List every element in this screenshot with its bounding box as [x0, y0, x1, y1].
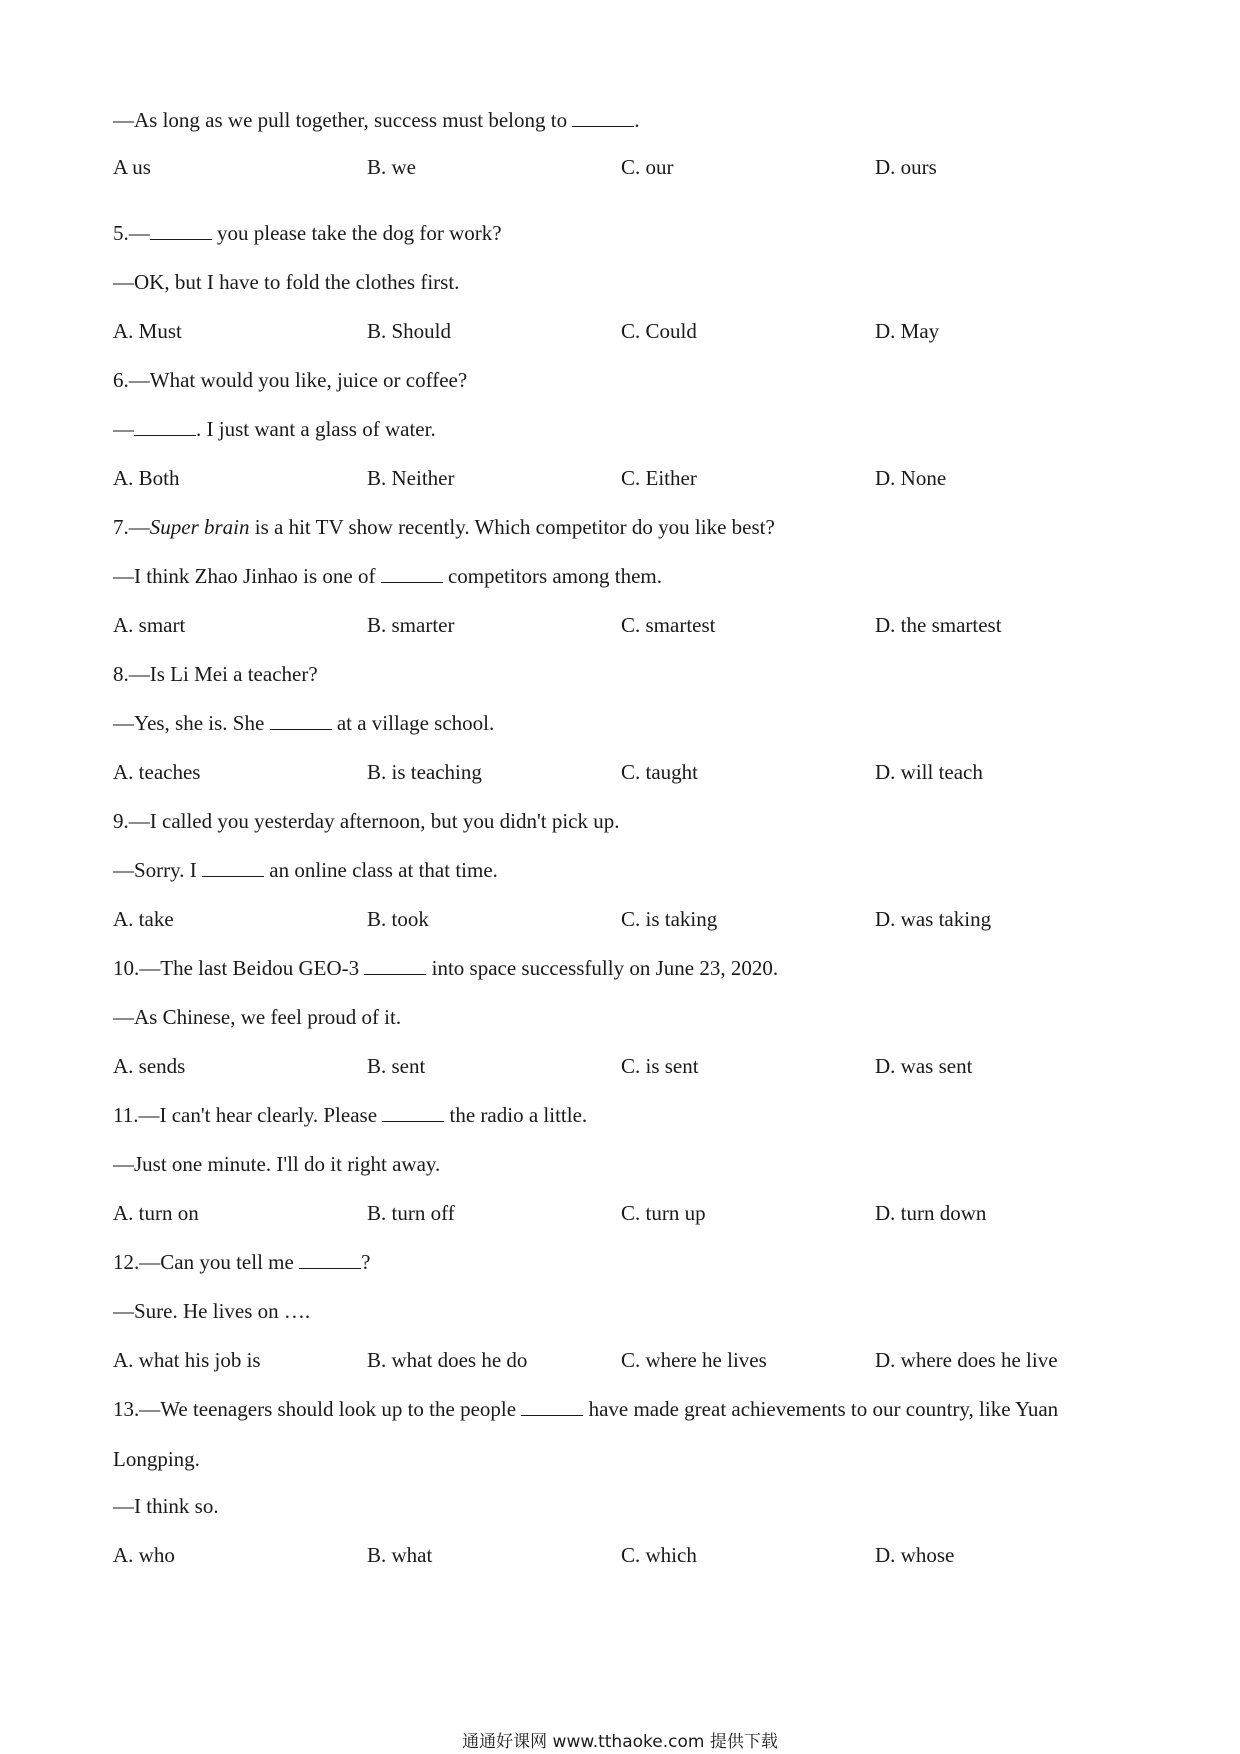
q8-answer-start: —Yes, she is. She: [113, 711, 270, 735]
q13-option-a: A. who: [113, 1543, 175, 1567]
q8-option-d: D. will teach: [875, 760, 983, 784]
q4-answer: [113, 108, 640, 132]
q8-answer-end: at a village school.: [331, 711, 495, 735]
q10-question-start: 10.—The last Beidou GEO-3: [113, 956, 365, 980]
q7-options: [113, 613, 1133, 637]
q10-options: [113, 1054, 1133, 1078]
q4-option-b: B. we: [367, 155, 416, 179]
q4-option-a: A us: [113, 155, 151, 179]
q6-answer: [113, 417, 436, 441]
q11-options: [113, 1201, 1133, 1225]
q9-question: 9.—I called you yesterday afternoon, but you didn't pick up.: [113, 809, 620, 833]
q12-question: [113, 1250, 370, 1274]
q5-option-a: A. Must: [113, 319, 182, 343]
q9-answer-end: an online class at that time.: [264, 858, 498, 882]
q9-option-c: C. is taking: [621, 907, 718, 931]
q4-option-c: C. our: [621, 155, 674, 179]
q5-option-d: D. May: [875, 319, 940, 343]
q12-option-b: B. what does he do: [367, 1348, 528, 1372]
answer-blank: [299, 1250, 361, 1269]
q13-options: [113, 1543, 1133, 1567]
answer-blank: [521, 1397, 583, 1416]
q7-show-title: Super brain: [149, 515, 250, 539]
q11-option-c: C. turn up: [621, 1201, 706, 1225]
q9-options: [113, 907, 1133, 931]
q9-answer: [113, 858, 498, 882]
q12-option-d: D. where does he live: [875, 1348, 1058, 1372]
q4-option-d: D. ours: [875, 155, 937, 179]
q12-question-end: ?: [361, 1250, 371, 1274]
q5-answer: —OK, but I have to fold the clothes first.: [113, 270, 460, 294]
q7-question: [113, 515, 775, 539]
q7-number: 7.—: [113, 515, 150, 539]
q13-option-d: D. whose: [875, 1543, 955, 1567]
q6-answer-end: . I just want a glass of water.: [196, 417, 436, 441]
q13-question-start: 13.—We teenagers should look up to the people: [113, 1397, 522, 1421]
answer-blank: [202, 858, 264, 877]
q6-answer-start: —: [113, 417, 134, 441]
q10-option-a: A. sends: [113, 1054, 186, 1078]
q11-question: [113, 1103, 587, 1127]
q6-option-c: C. Either: [621, 466, 697, 490]
q10-question-end: into space successfully on June 23, 2020.: [426, 956, 779, 980]
q8-answer: [113, 711, 494, 735]
answer-blank: [270, 711, 332, 730]
q6-option-d: D. None: [875, 466, 947, 490]
q8-option-c: C. taught: [621, 760, 698, 784]
q6-option-a: A. Both: [113, 466, 180, 490]
q4-options: [113, 155, 1133, 179]
q12-options: [113, 1348, 1133, 1372]
q6-question: 6.—What would you like, juice or coffee?: [113, 368, 468, 392]
q13-option-c: C. which: [621, 1543, 697, 1567]
q10-question: [113, 956, 778, 980]
q10-option-c: C. is sent: [621, 1054, 699, 1078]
q9-option-a: A. take: [113, 907, 174, 931]
page-footer: 通通好课网 www.tthaoke.com 提供下载: [462, 1732, 778, 1752]
q12-answer: —Sure. He lives on ….: [113, 1299, 311, 1323]
q13-option-b: B. what: [367, 1543, 433, 1567]
q4-answer-text: —As long as we pull together, success must belong to: [113, 108, 573, 132]
answer-blank: [572, 108, 634, 127]
q7-question-text: is a hit TV show recently. Which competitor do you like best?: [249, 515, 775, 539]
q7-option-a: A. smart: [113, 613, 186, 637]
answer-blank: [381, 564, 443, 583]
answer-blank: [150, 221, 212, 240]
q11-answer: —Just one minute. I'll do it right away.: [113, 1152, 441, 1176]
q5-question-end: you please take the dog for work?: [211, 221, 502, 245]
q13-question: [113, 1397, 1058, 1421]
answer-blank: [364, 956, 426, 975]
answer-blank: [134, 417, 196, 436]
answer-blank: [382, 1103, 444, 1122]
q9-answer-start: —Sorry. I: [113, 858, 203, 882]
q12-option-a: A. what his job is: [113, 1348, 261, 1372]
q5-option-c: C. Could: [621, 319, 697, 343]
q9-option-b: B. took: [367, 907, 429, 931]
q8-question: 8.—Is Li Mei a teacher?: [113, 662, 318, 686]
q10-option-b: B. sent: [367, 1054, 426, 1078]
q5-options: [113, 319, 1133, 343]
q11-option-b: B. turn off: [367, 1201, 455, 1225]
q13-question-end: have made great achievements to our country, like Yuan: [583, 1397, 1059, 1421]
q8-option-b: B. is teaching: [367, 760, 482, 784]
q5-option-b: B. Should: [367, 319, 452, 343]
q11-question-end: the radio a little.: [444, 1103, 588, 1127]
q7-answer-end: competitors among them.: [442, 564, 663, 588]
q6-options: [113, 466, 1133, 490]
q7-answer: [113, 564, 662, 588]
q10-option-d: D. was sent: [875, 1054, 973, 1078]
q7-answer-start: —I think Zhao Jinhao is one of: [113, 564, 381, 588]
q5-question-start: 5.—: [113, 221, 150, 245]
q13-answer: —I think so.: [113, 1494, 219, 1518]
q7-option-c: C. smartest: [621, 613, 716, 637]
q9-option-d: D. was taking: [875, 907, 992, 931]
q11-option-d: D. turn down: [875, 1201, 987, 1225]
q5-question: [113, 221, 502, 245]
q10-answer: —As Chinese, we feel proud of it.: [113, 1005, 402, 1029]
q11-option-a: A. turn on: [113, 1201, 199, 1225]
q8-options: [113, 760, 1133, 784]
q11-question-start: 11.—I can't hear clearly. Please: [113, 1103, 383, 1127]
q7-option-b: B. smarter: [367, 613, 455, 637]
q13-question-continued: Longping.: [113, 1447, 200, 1471]
q8-option-a: A. teaches: [113, 760, 201, 784]
q12-option-c: C. where he lives: [621, 1348, 767, 1372]
q7-option-d: D. the smartest: [875, 613, 1002, 637]
q6-option-b: B. Neither: [367, 466, 455, 490]
q4-answer-end: .: [634, 108, 640, 132]
q12-question-start: 12.—Can you tell me: [113, 1250, 300, 1274]
